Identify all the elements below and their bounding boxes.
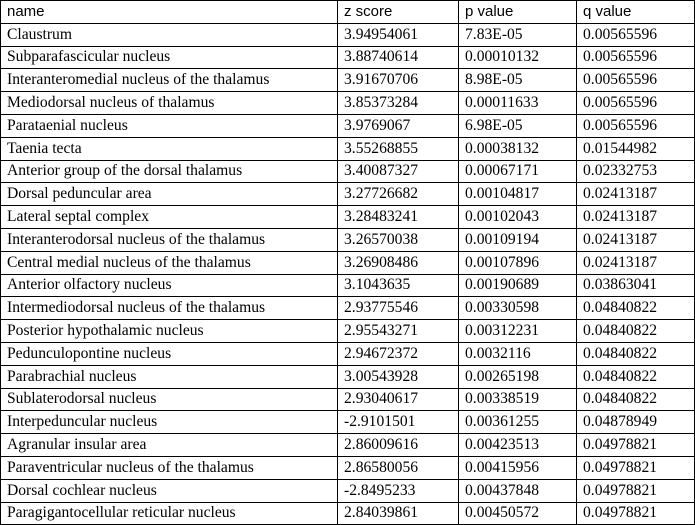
cell-z-score: -2.9101501 bbox=[338, 411, 459, 434]
cell-q-value: 0.00565596 bbox=[577, 92, 695, 115]
cell-p-value: 0.0032116 bbox=[459, 342, 577, 365]
cell-name: Claustrum bbox=[1, 23, 338, 46]
cell-name: Mediodorsal nucleus of thalamus bbox=[1, 92, 338, 115]
cell-p-value: 0.00011633 bbox=[459, 92, 577, 115]
cell-p-value: 0.00423513 bbox=[459, 434, 577, 457]
table-row bbox=[1, 502, 695, 525]
cell-z-score: 2.84039861 bbox=[338, 502, 459, 525]
table-row bbox=[1, 228, 695, 251]
cell-q-value: 0.04840822 bbox=[577, 320, 695, 343]
cell-z-score: 3.9769067 bbox=[338, 114, 459, 137]
cell-z-score: 3.1043635 bbox=[338, 274, 459, 297]
cell-name: Sublaterodorsal nucleus bbox=[1, 388, 338, 411]
cell-name: Posterior hypothalamic nucleus bbox=[1, 320, 338, 343]
cell-name: Paragigantocellular reticular nucleus bbox=[1, 502, 338, 525]
cell-q-value: 0.04840822 bbox=[577, 365, 695, 388]
cell-p-value: 0.00265198 bbox=[459, 365, 577, 388]
cell-q-value: 0.02413187 bbox=[577, 206, 695, 229]
cell-z-score: 3.26908486 bbox=[338, 251, 459, 274]
table-header bbox=[1, 1, 695, 24]
cell-p-value: 6.98E-05 bbox=[459, 114, 577, 137]
cell-q-value: 0.04840822 bbox=[577, 297, 695, 320]
cell-name: Dorsal cochlear nucleus bbox=[1, 479, 338, 502]
cell-p-value: 0.00450572 bbox=[459, 502, 577, 525]
table-row bbox=[1, 274, 695, 297]
cell-q-value: 0.04978821 bbox=[577, 456, 695, 479]
cell-name: Parataenial nucleus bbox=[1, 114, 338, 137]
cell-name: Interpeduncular nucleus bbox=[1, 411, 338, 434]
cell-name: Intermediodorsal nucleus of the thalamus bbox=[1, 297, 338, 320]
cell-name: Interanteromedial nucleus of the thalamus bbox=[1, 69, 338, 92]
cell-q-value: 0.04840822 bbox=[577, 342, 695, 365]
cell-z-score: 3.26570038 bbox=[338, 228, 459, 251]
table-row bbox=[1, 69, 695, 92]
cell-q-value: 0.04978821 bbox=[577, 502, 695, 525]
cell-name: Anterior group of the dorsal thalamus bbox=[1, 160, 338, 183]
cell-q-value: 0.00565596 bbox=[577, 114, 695, 137]
cell-p-value: 7.83E-05 bbox=[459, 23, 577, 46]
cell-z-score: 2.86009616 bbox=[338, 434, 459, 457]
header-row bbox=[1, 1, 695, 24]
cell-z-score: 3.55268855 bbox=[338, 137, 459, 160]
cell-z-score: 2.94672372 bbox=[338, 342, 459, 365]
header-z-score: z score bbox=[338, 1, 459, 24]
cell-z-score: 3.94954061 bbox=[338, 23, 459, 46]
cell-p-value: 0.00338519 bbox=[459, 388, 577, 411]
table-row bbox=[1, 388, 695, 411]
cell-q-value: 0.01544982 bbox=[577, 137, 695, 160]
header-name: name bbox=[1, 1, 338, 24]
cell-z-score: 3.28483241 bbox=[338, 206, 459, 229]
cell-z-score: 2.93775546 bbox=[338, 297, 459, 320]
table-row bbox=[1, 456, 695, 479]
cell-q-value: 0.03863041 bbox=[577, 274, 695, 297]
cell-q-value: 0.02413187 bbox=[577, 251, 695, 274]
cell-z-score: 3.88740614 bbox=[338, 46, 459, 69]
table-row bbox=[1, 114, 695, 137]
table-row bbox=[1, 479, 695, 502]
table-row bbox=[1, 251, 695, 274]
cell-name: Paraventricular nucleus of the thalamus bbox=[1, 456, 338, 479]
cell-name: Central medial nucleus of the thalamus bbox=[1, 251, 338, 274]
table-row bbox=[1, 342, 695, 365]
cell-name: Interanterodorsal nucleus of the thalamus bbox=[1, 228, 338, 251]
cell-z-score: 2.93040617 bbox=[338, 388, 459, 411]
cell-q-value: 0.04840822 bbox=[577, 388, 695, 411]
cell-z-score: 3.40087327 bbox=[338, 160, 459, 183]
table-row bbox=[1, 206, 695, 229]
cell-p-value: 0.00067171 bbox=[459, 160, 577, 183]
cell-z-score: 2.86580056 bbox=[338, 456, 459, 479]
cell-p-value: 0.00190689 bbox=[459, 274, 577, 297]
table-row bbox=[1, 183, 695, 206]
cell-p-value: 0.00107896 bbox=[459, 251, 577, 274]
table-row bbox=[1, 434, 695, 457]
table-row bbox=[1, 137, 695, 160]
cell-name: Dorsal peduncular area bbox=[1, 183, 338, 206]
cell-z-score: 3.85373284 bbox=[338, 92, 459, 115]
cell-p-value: 0.00330598 bbox=[459, 297, 577, 320]
table-row bbox=[1, 297, 695, 320]
cell-z-score: 3.00543928 bbox=[338, 365, 459, 388]
cell-name: Lateral septal complex bbox=[1, 206, 338, 229]
cell-p-value: 0.00415956 bbox=[459, 456, 577, 479]
cell-p-value: 0.00038132 bbox=[459, 137, 577, 160]
cell-z-score: 3.91670706 bbox=[338, 69, 459, 92]
cell-q-value: 0.02332753 bbox=[577, 160, 695, 183]
table-row bbox=[1, 411, 695, 434]
cell-q-value: 0.04878949 bbox=[577, 411, 695, 434]
cell-name: Subparafascicular nucleus bbox=[1, 46, 338, 69]
cell-z-score: 3.27726682 bbox=[338, 183, 459, 206]
table-row bbox=[1, 23, 695, 46]
cell-z-score: -2.8495233 bbox=[338, 479, 459, 502]
cell-p-value: 0.00102043 bbox=[459, 206, 577, 229]
cell-q-value: 0.00565596 bbox=[577, 46, 695, 69]
cell-name: Agranular insular area bbox=[1, 434, 338, 457]
cell-p-value: 0.00109194 bbox=[459, 228, 577, 251]
cell-p-value: 0.00437848 bbox=[459, 479, 577, 502]
header-p-value: p value bbox=[459, 1, 577, 24]
cell-q-value: 0.00565596 bbox=[577, 23, 695, 46]
cell-q-value: 0.02413187 bbox=[577, 228, 695, 251]
cell-name: Anterior olfactory nucleus bbox=[1, 274, 338, 297]
table-row bbox=[1, 160, 695, 183]
cell-name: Taenia tecta bbox=[1, 137, 338, 160]
table-row bbox=[1, 92, 695, 115]
cell-p-value: 8.98E-05 bbox=[459, 69, 577, 92]
table-row bbox=[1, 46, 695, 69]
table-body bbox=[1, 23, 695, 525]
cell-z-score: 2.95543271 bbox=[338, 320, 459, 343]
cell-q-value: 0.00565596 bbox=[577, 69, 695, 92]
cell-p-value: 0.00361255 bbox=[459, 411, 577, 434]
header-q-value: q value bbox=[577, 1, 695, 24]
cell-p-value: 0.00312231 bbox=[459, 320, 577, 343]
cell-q-value: 0.04978821 bbox=[577, 479, 695, 502]
cell-q-value: 0.04978821 bbox=[577, 434, 695, 457]
table-row bbox=[1, 320, 695, 343]
table-row bbox=[1, 365, 695, 388]
cell-p-value: 0.00104817 bbox=[459, 183, 577, 206]
cell-name: Parabrachial nucleus bbox=[1, 365, 338, 388]
cell-name: Pedunculopontine nucleus bbox=[1, 342, 338, 365]
cell-p-value: 0.00010132 bbox=[459, 46, 577, 69]
cell-q-value: 0.02413187 bbox=[577, 183, 695, 206]
